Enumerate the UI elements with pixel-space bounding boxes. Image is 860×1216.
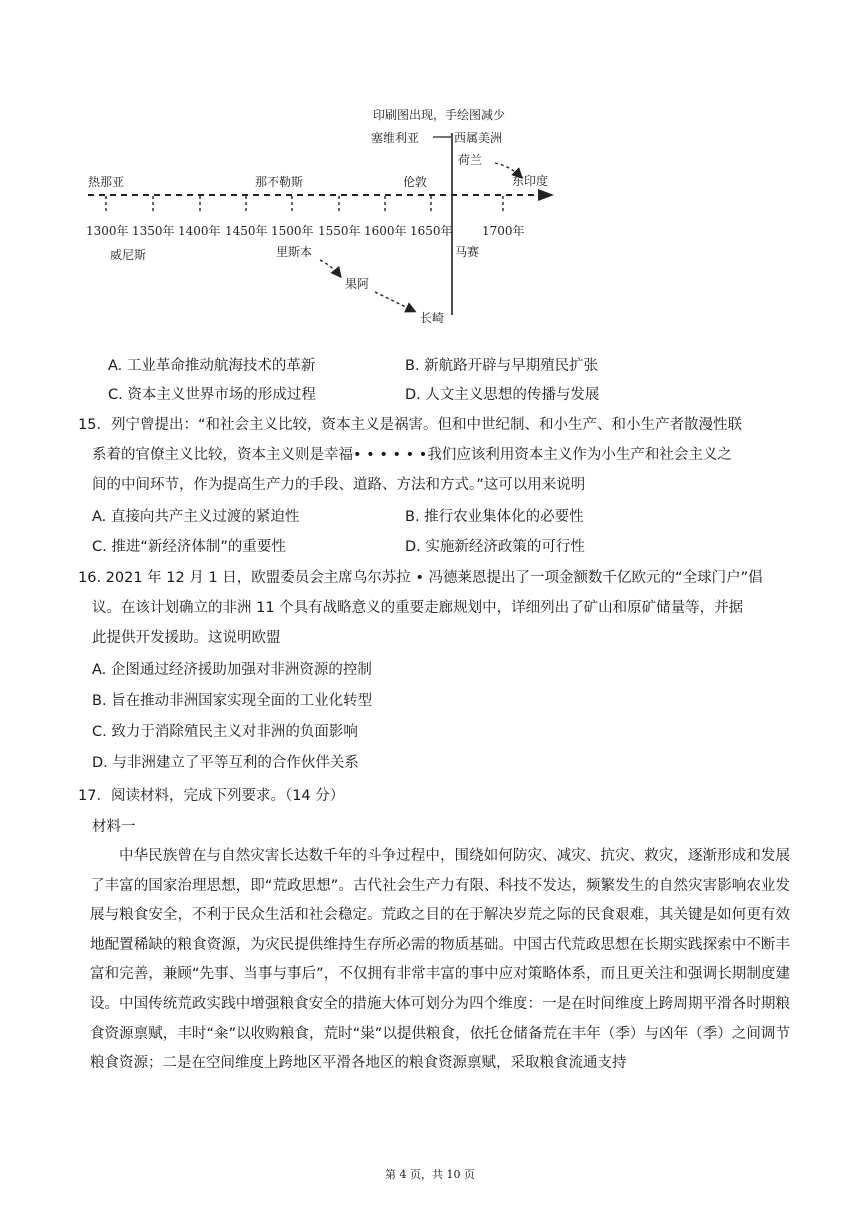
q16-option-c: C. 致力于消除殖民主义对非洲的负面影响: [92, 724, 358, 740]
q14-option-a: A. 工业革命推动航海技术的革新: [108, 358, 316, 374]
q14-option-c: C. 资本主义世界市场的形成过程: [108, 387, 316, 403]
q15-stem-line3: 间的中间环节，作为提高生产力的手段、道路、方法和方式。”这可以用来说明: [92, 477, 586, 493]
label-genoa: 热那亚: [88, 175, 125, 189]
year-label: 1300年: [86, 224, 129, 238]
lisbon-goa-arrow: [320, 260, 340, 276]
goa-nagasaki-arrow: [375, 292, 414, 311]
page-footer: 第 4 页，共 10 页: [385, 1168, 475, 1181]
year-label: 1500年: [271, 224, 314, 238]
label-east-indies: 东印度: [512, 174, 549, 188]
q15-option-b: B. 推行农业集体化的必要性: [405, 509, 584, 525]
q14-option-d: D. 人文主义思想的传播与发展: [405, 387, 600, 403]
material-one-paragraph-1: 中华民族曾在与自然灾害长达数千年的斗争过程中，围绕如何防灾、减灾、抗灾、救灾，逐渐形成和发展了丰富的国家治理思想，即“荒政思想”。古代社会生产力有限、科技不发达，频繁发生的自然灾害影响农业发展与粮食安全，不利于民众生活和社会稳定。荒政之目的在于解决岁荒之际的民食艰难，其关键是如何更有效地配置稀缺的粮食资源，为灾民提供维持生存所必需的物质基础。中国古代荒政思想在长期实践探索中不断丰富和完善，兼顾“先事、当事与事后”，不仅拥有非常丰富的事中应对策略体系，而且更关注和强调长期制度建设。: [90, 848, 790, 1012]
year-label: 1350年: [132, 224, 175, 238]
q16-option-b: B. 旨在推动非洲国家实现全面的工业化转型: [92, 693, 373, 709]
q15-option-c: C. 推进“新经济体制”的重要性: [92, 539, 286, 555]
label-printed-maps-note: 印刷图出现，手绘图减少: [373, 108, 506, 122]
q16-stem-line3: 此提供开发援助。这说明欧盟: [92, 630, 281, 646]
year-label: 1700年: [482, 224, 525, 238]
year-label: 1450年: [225, 224, 268, 238]
material-one-label: 材料一: [92, 819, 136, 835]
trade-route-timeline-diagram: [80, 100, 570, 330]
label-lisbon: 里斯本: [276, 245, 313, 259]
label-netherlands: 荷兰: [458, 153, 483, 167]
label-marseille: 马赛: [455, 245, 480, 259]
material-one-paragraph-2: 中国传统荒政实践中增强粮食安全的措施大体可划分为四个维度：一是在时间维度上跨周期平滑各时期粮食资源禀赋，丰时“籴”以收购粮食，荒时“粜”以提供粮食，依托仓储备荒在丰年（季）与凶年（季）之间调节粮食资源；二是在空间维度上跨地区平滑各地区的粮食资源禀赋，采取粮食流通支持: [90, 996, 790, 1071]
q16-stem-line2: 议。在该计划确立的非洲 11 个具有战略意义的重要走廊规划中，详细列出了矿山和原矿储量等，并据: [92, 600, 744, 616]
q16-option-d: D. 与非洲建立了平等互利的合作伙伴关系: [92, 755, 359, 771]
label-goa: 果阿: [345, 277, 370, 291]
q15-stem-line1: 15．列宁曾提出：“和社会主义比较，资本主义是祸害。但和中世纪制、和小生产、和小生产者散漫性联: [78, 417, 742, 433]
label-london: 伦敦: [403, 175, 428, 189]
q16-stem-line1: 16. 2021 年 12 月 1 日，欧盟委员会主席乌尔苏拉 • 冯德莱恩提出了一项金额数千亿欧元的“全球门户”倡: [78, 570, 763, 586]
year-label: 1550年: [318, 224, 361, 238]
q15-option-d: D. 实施新经济政策的可行性: [405, 539, 585, 555]
label-naples: 那不勒斯: [255, 175, 304, 189]
label-venice: 威尼斯: [110, 248, 147, 262]
year-label: 1650年: [410, 224, 453, 238]
q14-option-b: B. 新航路开辟与早期殖民扩张: [405, 358, 599, 374]
q15-stem-line2: 系着的官僚主义比较，资本主义则是幸福• • • • • •我们应该利用资本主义作为小生产和社会主义之: [92, 447, 732, 463]
label-nagasaki: 长崎: [420, 311, 445, 325]
timeline-arrow: [538, 189, 554, 201]
label-seville: 塞维利亚: [371, 131, 420, 145]
q15-option-a: A. 直接向共产主义过渡的紧迫性: [92, 509, 300, 525]
timeline-ticks: [106, 196, 503, 213]
q17-title: 17．阅读材料，完成下列要求。（14 分）: [78, 788, 345, 804]
q16-option-a: A. 企图通过经济援助加强对非洲资源的控制: [92, 662, 372, 678]
year-label: 1400年: [178, 224, 221, 238]
year-label: 1600年: [364, 224, 407, 238]
label-spanish-america: 西属美洲: [454, 131, 503, 145]
